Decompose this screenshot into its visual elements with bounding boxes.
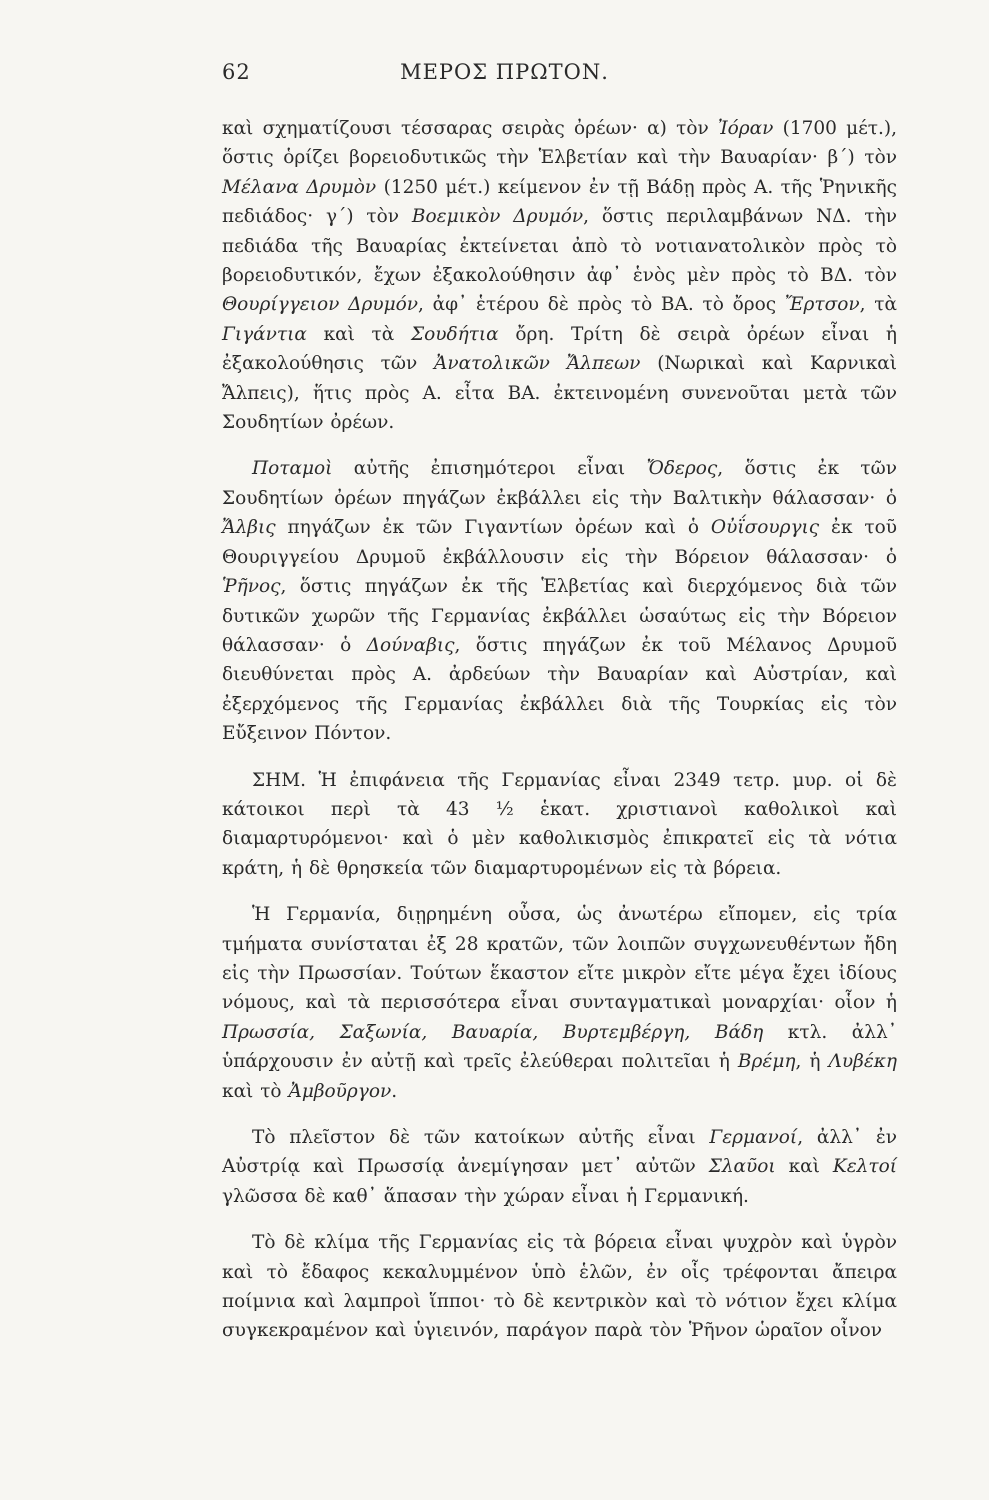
text-run: Τὸ δὲ κλίμα τῆς Γερμανίας εἰς τὰ βόρεια εἶναι ψυχρὸν καὶ ὑγρὸν καὶ τὸ ἔδαφος κεκαλυμμένον ὑπὸ ἑλῶν, ἐν οἷς τρέφονται ἄπειρα ποίμνια καὶ λαμπροὶ ἵπποι· τὸ δὲ κεντρικὸν καὶ τὸ νότιον ἔχει κλίμα συγκεκραμένον καὶ ὑγιεινόν, παράγον παρὰ τὸν Ῥῆνον ὡραῖον οἶνον <box>222 1232 897 1342</box>
paragraph-states <box>222 900 897 1106</box>
text-run: (1250 μέτ.) κείμενον ἐν τῇ Βάδῃ πρὸς Α. τῆς Ῥηνικῆς πεδιάδος· γ΄) τὸν <box>222 176 897 228</box>
people-name: Κελτοί <box>832 1156 897 1178</box>
river-name: Ῥῆνος <box>222 576 281 598</box>
text-run: , ὅστις πηγάζων ἐκ τῆς Ἑλβετίας καὶ διερχόμενος διὰ τῶν δυτικῶν χωρῶν τῆς Γερμανίας ἐκβάλλει ὡσαύτως εἰς τὴν Βόρειον θάλασσαν· ὁ <box>222 576 897 656</box>
river-name: Ὄδερος <box>646 458 718 480</box>
text-run: αὐτῆς ἐπισημότεροι εἶναι <box>332 458 647 480</box>
city-name: Βρέμη <box>737 1051 796 1073</box>
text-run: καὶ τὰ <box>306 323 411 345</box>
river-name: Οὐΐσουργις <box>710 517 820 539</box>
paragraph-climate <box>222 1228 897 1346</box>
body-text <box>222 114 897 1363</box>
page-number: 62 <box>222 60 251 84</box>
paragraph-inhabitants <box>222 1123 897 1211</box>
mountain-name: Γιγάντια <box>222 323 307 345</box>
text-run: ὄρη. Τρίτη δὲ σειρὰ ὀρέων εἶναι ἡ ἐξακολούθησις τῶν <box>222 323 897 375</box>
mountain-name: Ἀνατολικῶν Ἄλπεων <box>434 353 641 375</box>
text-run: καὶ <box>775 1156 833 1178</box>
text-run: ΣΗΜ. Ἡ ἐπιφάνεια τῆς Γερμανίας εἶναι 2349 τετρ. μυρ. οἱ δὲ κάτοικοι περὶ τὰ 43 ½ ἑκατ. χριστιανοὶ καθολικοὶ καὶ διαμαρτυρόμενοι· καὶ ὁ μὲν καθολικισμὸς ἐπικρατεῖ εἰς τὰ νότια κράτη, ἡ δὲ θρησκεία τῶν διαμαρτυρομένων εἰς τὰ βόρεια. <box>222 769 897 879</box>
mountain-name: Θουρίγγειον Δρυμόν <box>222 294 418 316</box>
paragraph-rivers <box>222 454 897 748</box>
text-run: , τὰ <box>859 294 897 316</box>
text-run: Ἡ Γερμανία, διῃρημένη οὖσα, ὡς ἀνωτέρω εἴπομεν, εἰς τρία τμήματα συνίσταται ἐξ 28 κρατῶν, τῶν λοιπῶν συγχωνευθέντων ἤδη εἰς τὴν Πρωσσίαν. Τούτων ἕκαστον εἴτε μικρὸν εἴτε μέγα ἔχει ἰδίους νόμους, καὶ τὰ περισσότερα εἶναι συνταγματικαὶ μοναρχίαι· οἷον ἡ <box>222 904 897 1014</box>
mountain-name: Μέλανα Δρυμὸν <box>222 176 377 198</box>
people-name: Γερμανοί <box>709 1127 798 1148</box>
mountain-name: Βοεμικὸν Δρυμόν <box>411 206 584 228</box>
text-run: . <box>391 1080 398 1102</box>
running-title: ΜΕΡΟΣ ΠΡΩΤΟΝ. <box>400 60 609 84</box>
text-run: (Νωρικαὶ καὶ Καρνικαὶ Ἄλπεις), ἥτις πρὸς Α. εἶτα ΒΑ. ἐκτεινομένη συνενοῦται μετὰ τῶν Σουδητίων ὀρέων. <box>222 353 898 434</box>
text-run: , ὅστις περιλαμβάνων ΝΔ. τὴν πεδιάδα τῆς Βαυαρίας ἐκτείνεται ἀπὸ τὸ νοτιανατολικὸν πρὸς τὸ βορειοδυτικόν, ἔχων ἐξακολούθησιν ἀφ᾽ ἑνὸς μὲν πρὸς τὸ ΒΔ. τὸν <box>222 206 897 287</box>
text-run: ἐκ τοῦ Θουριγγείου Δρυμοῦ ἐκβάλλουσιν εἰς τὴν Βόρειον θάλασσαν· ὁ <box>222 517 897 568</box>
text-run: πηγάζων ἐκ τῶν Γιγαντίων ὀρέων καὶ ὁ <box>275 517 711 539</box>
mountain-name: Ἰόραν <box>717 118 774 139</box>
section-lead: Ποταμοὶ <box>252 458 333 480</box>
people-name: Σλαῦοι <box>708 1156 776 1178</box>
text-run: γλῶσσα δὲ καθ᾽ ἅπασαν τὴν χώραν εἶναι ἡ Γερμανική. <box>222 1185 749 1207</box>
paragraph-note <box>222 766 897 884</box>
text-run: , ὅστις ἐκ τῶν Σουδητίων ὀρέων πηγάζων ἐκβάλλει εἰς τὴν Βαλτικὴν θάλασσαν· ὁ <box>222 458 897 509</box>
city-name: Ἀμβοῦργον <box>288 1080 392 1102</box>
river-name: Ἄλβις <box>222 517 276 539</box>
text-run: Τὸ πλεῖστον δὲ τῶν κατοίκων αὐτῆς εἶναι <box>252 1127 710 1148</box>
mountain-name: Ἔρτσον <box>784 294 860 316</box>
text-run: καὶ σχηματίζουσι τέσσαρας σειρὰς ὀρέων· α) τὸν <box>222 118 718 139</box>
text-run: (1700 μέτ.), ὅστις ὁρίζει βορειοδυτικῶς τὴν Ἑλβετίαν καὶ τὴν Βαυαρίαν· β΄) τὸν <box>222 118 897 169</box>
text-run: , ἀλλ᾽ ἐν Αὐστρίᾳ καὶ Πρωσσίᾳ ἀνεμίγησαν μετ᾽ αὐτῶν <box>222 1127 897 1178</box>
page-header <box>222 60 787 94</box>
text-run: κτλ. ἀλλ᾽ ὑπάρχουσιν ἐν αὐτῇ καὶ τρεῖς ἐλεύθεραι πολιτεῖαι ἡ <box>222 1021 897 1073</box>
mountain-name: Σουδήτια <box>410 323 499 345</box>
river-name: Δούναβις <box>366 634 455 656</box>
text-run: , ἡ <box>795 1051 829 1073</box>
state-names: Πρωσσία, Σαξωνία, Βαυαρία, Βυρτεμβέργη, Βάδη <box>222 1021 764 1043</box>
paragraph-mountains <box>222 114 897 437</box>
city-name: Λυβέκη <box>828 1051 897 1073</box>
text-run: , ἀφ᾽ ἑτέρου δὲ πρὸς τὸ ΒΑ. τὸ ὄρος <box>417 294 785 316</box>
text-run: καὶ τὸ <box>222 1080 289 1102</box>
text-run: , ὅστις πηγάζων ἐκ τοῦ Μέλανος Δρυμοῦ διευθύνεται πρὸς Α. ἀρδεύων τὴν Βαυαρίαν καὶ Αὐστρίαν, καὶ ἐξερχόμενος τῆς Γερμανίας ἐκβάλλει διὰ τῆς Τουρκίας εἰς τὸν Εὔξεινον Πόντον. <box>222 634 898 745</box>
